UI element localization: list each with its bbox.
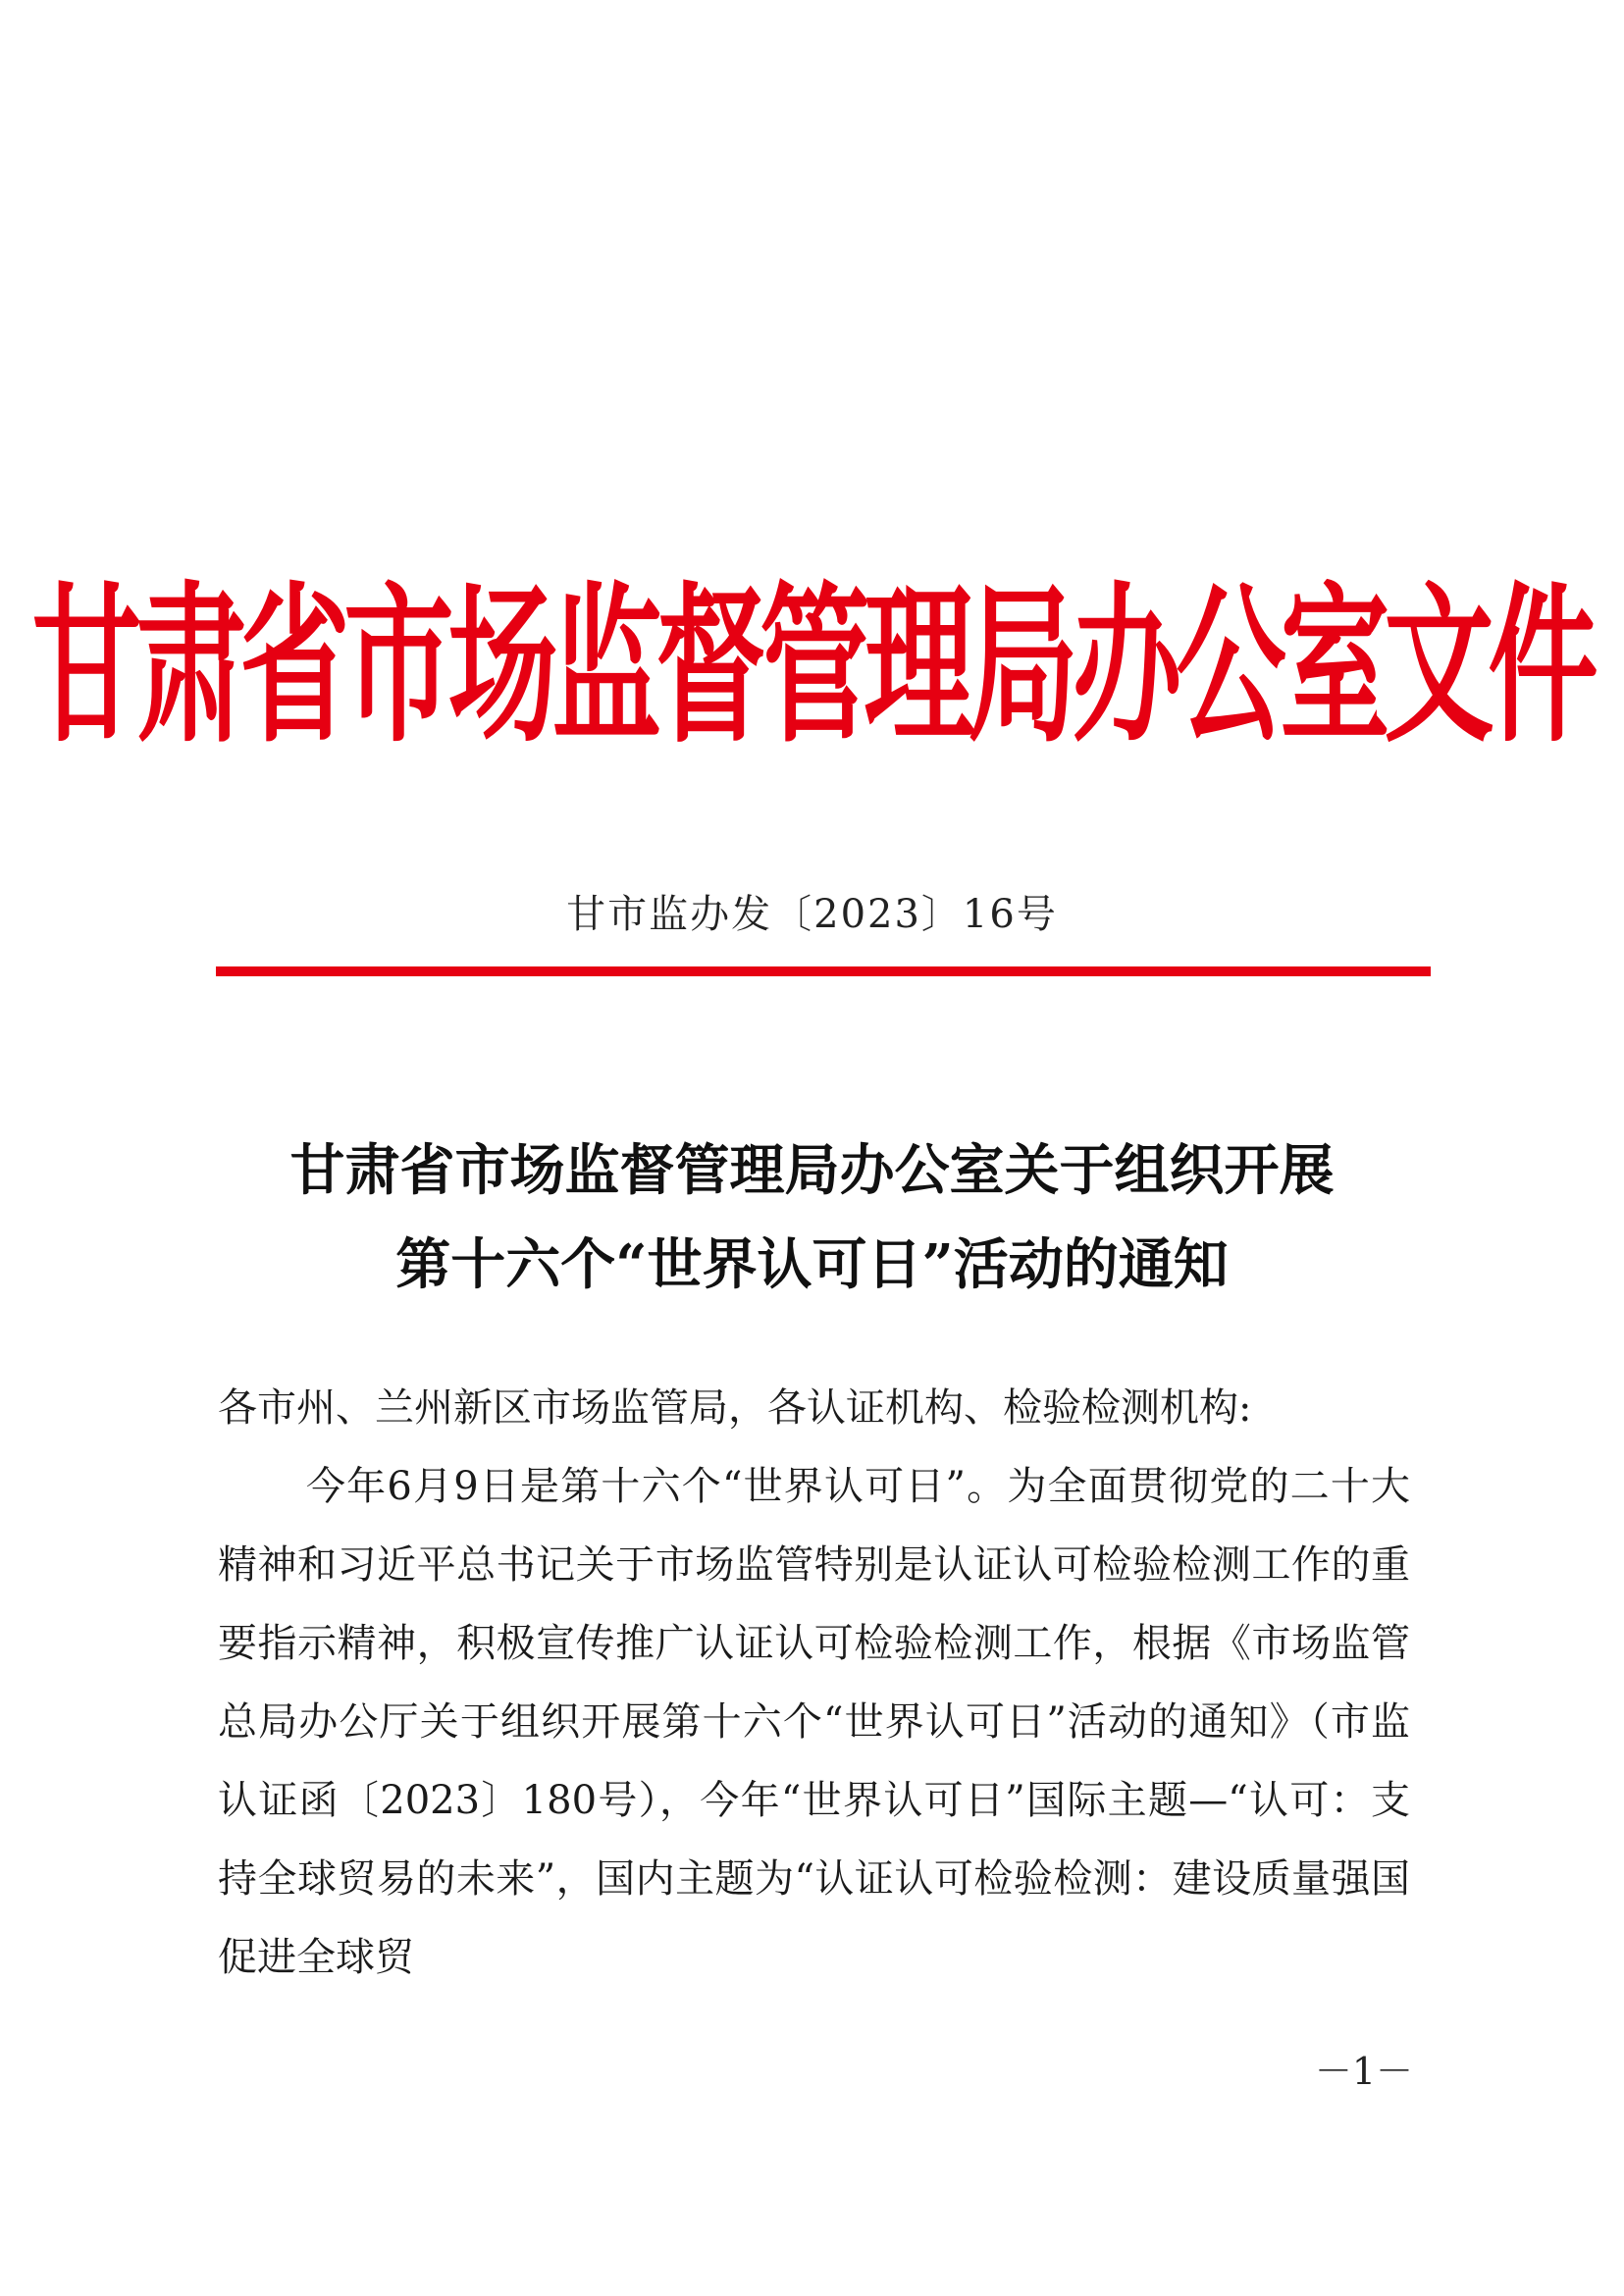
- notice-title-line-2: 第十六个“世界认可日”活动的通知: [395, 1232, 1229, 1297]
- page-number: －1－: [1314, 2050, 1413, 2093]
- salutation: 各市州、兰州新区市场监管局，各认证机构、检验检测机构:: [218, 1385, 1252, 1431]
- notice-body: [218, 1369, 1410, 1997]
- notice-title-line-1: 甘肃省市场监督管理局办公室关于组织开展: [289, 1138, 1335, 1203]
- notice-title: [177, 1123, 1447, 1312]
- masthead-title: 甘肃省市场监督管理局办公室文件: [31, 568, 1593, 766]
- red-divider-line: [216, 966, 1431, 976]
- document-number: 甘市监办发〔2023〕16号: [566, 892, 1058, 937]
- body-paragraph-1: 今年6月9日是第十六个“世界认可日”。为全面贯彻党的二十大精神和习近平总书记关于市场监管特别是认证认可检验检测工作的重要指示精神，积极宣传推广认证认可检验检测工作，根据《市场监管总局办公厅关于组织开展第十六个“世界认可日”活动的通知》（市监认证函〔2023〕180号），今年“世界认可日”国际主题—“认可：支持全球贸易的未来”，国内主题为“认证认可检验检测：建设质量强国 促进全球贸: [218, 1464, 1410, 1980]
